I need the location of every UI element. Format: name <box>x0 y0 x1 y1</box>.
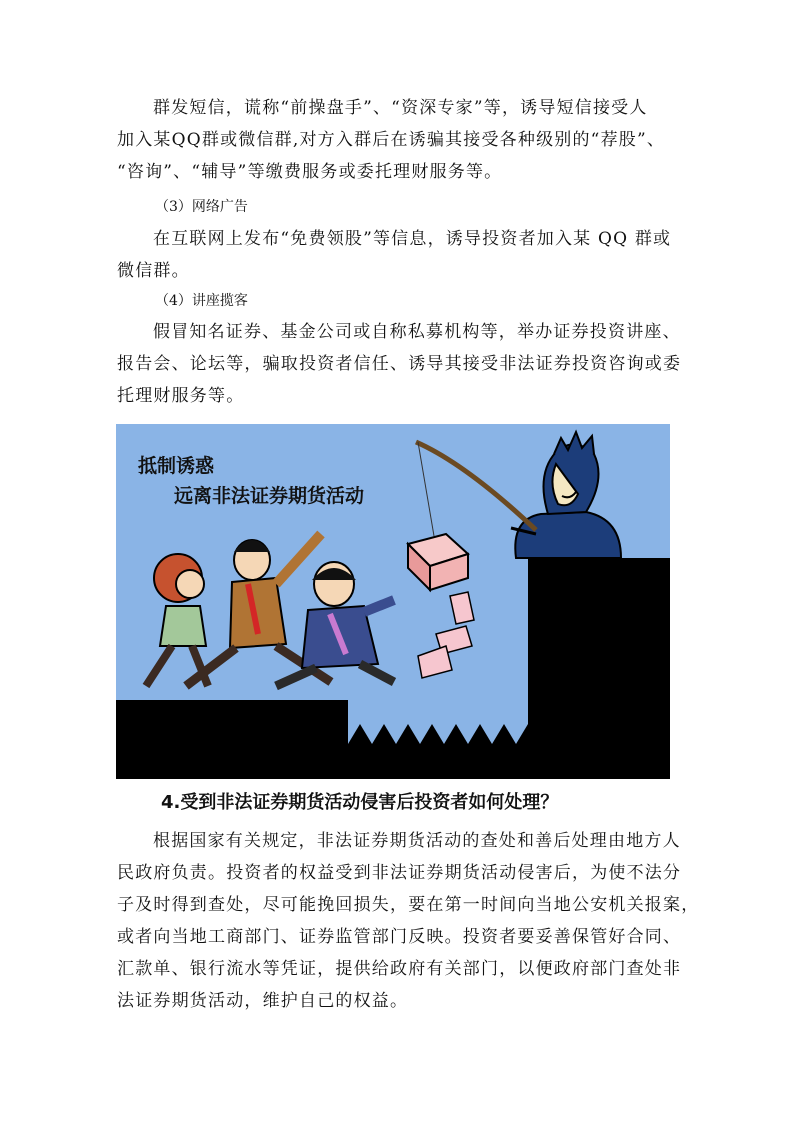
cartoon-illustration <box>116 424 670 779</box>
text-line: 托理财服务等。 <box>117 386 245 406</box>
text-line: “咨询”、“辅导”等缴费服务或委托理财服务等。 <box>117 162 503 182</box>
left-cliff <box>116 700 348 779</box>
text-line: 加入某QQ群或微信群,对方入群后在诱骗其接受各种级别的“荐股”、 <box>117 130 666 150</box>
item-3-heading: （3）网络广告 <box>155 199 248 215</box>
caption-line-2: 远离非法证券期货活动 <box>174 485 365 507</box>
text-line: 报告会、论坛等，骗取投资者信任、诱导其接受非法证券投资咨询或委 <box>117 354 682 374</box>
paragraph-online-ads <box>117 223 677 287</box>
text-line: 微信群。 <box>117 261 190 281</box>
text-line: 在互联网上发布“免费领股”等信息，诱导投资者加入某 QQ 群或 <box>153 229 672 249</box>
paragraph-sms-fraud <box>117 92 677 188</box>
section-4-heading: 4.受到非法证券期货活动侵害后投资者如何处理？ <box>161 792 559 813</box>
text-line: 假冒知名证券、基金公司或自称私募机构等，举办证券投资讲座、 <box>153 322 681 342</box>
paragraph-seminars <box>117 316 682 412</box>
text-line: 子及时得到查处，尽可能挽回损失，要在第一时间向当地公安机关报案， <box>117 895 700 915</box>
item-4-heading: （4）讲座揽客 <box>155 293 248 309</box>
text-line: 群发短信，谎称“前操盘手”、“资深专家”等，诱导短信接受人 <box>153 98 648 118</box>
text-line: 民政府负责。投资者的权益受到非法证券期货活动侵害后，为使不法分 <box>117 863 682 883</box>
caption-line-1: 抵制诱惑 <box>138 455 215 477</box>
text-line: 或者向当地工商部门、证券监管部门反映。投资者要妥善保管好合同、 <box>117 927 682 947</box>
text-line: 法证券期货活动，维护自己的权益。 <box>117 991 409 1011</box>
text-line: 汇款单、银行流水等凭证，提供给政府有关部门，以便政府部门查处非 <box>117 959 682 979</box>
text-line: 根据国家有关规定，非法证券期货活动的查处和善后处理由地方人 <box>153 831 681 851</box>
right-cliff <box>528 558 670 779</box>
paragraph-remedies <box>117 825 700 1017</box>
